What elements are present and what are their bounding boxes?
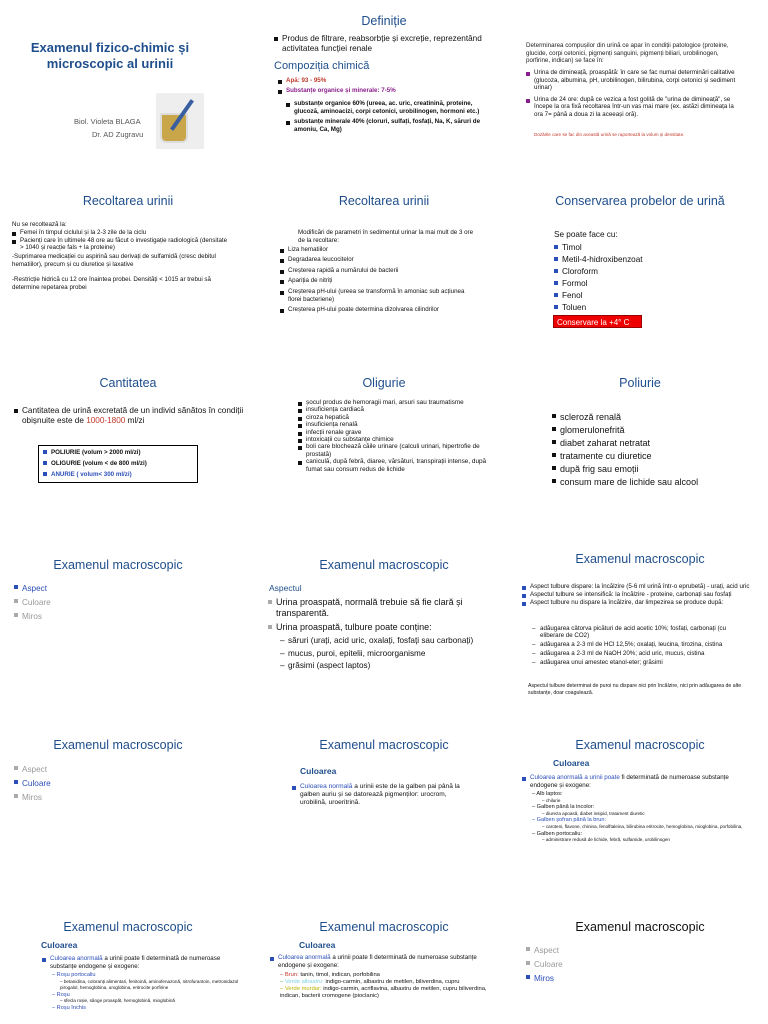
slide-heading: Examenul macroscopic [575,738,705,752]
slide-macro-2 [0,728,256,910]
modificare-item: Creșterea rapidă a numărului de bacterii [280,267,476,275]
tulbure-detail: – adăugarea a 2-3 ml de HCl 12,5%; oxalați, leucina, tirozina, cistina [532,641,746,648]
oligurie-item: insuficiența renală [298,421,498,428]
slide-heading: Examenul macroscopic [63,920,193,934]
author-1: Biol. Violeta BLAGA [74,117,141,126]
substances-item: Substanțe organice și minerale: 7-5% [278,87,488,95]
slide-cantitatea [0,364,256,546]
slide-macro-culoare [256,728,512,910]
conservare-intro: Se poate face cu: [554,230,618,239]
color-detail: – chilurie [542,797,561,803]
slide-oligurie [256,364,512,546]
slide-heading: Poliurie [619,376,661,390]
color-item: – Roșu [52,991,70,998]
slide-heading: Examenul macroscopic [575,920,705,934]
conservant-item: Timol [554,242,643,254]
slide-heading: Recoltarea urinii [82,194,174,208]
color-detail: – betanidina, coloranți alimentari, fenitoină, aminofenazonă, nitrofurantoin, metronidazol pirogalol, hemoglobina, uroglobina, eritrocite porfirine [60,978,239,991]
culoare-anormala-text: Culoarea anormală a urinii poate fi determinată de numeroase substanțe endogene și exogene: [42,955,242,970]
slide-recoltare-2 [256,182,512,364]
oligurie-item: boli care blochează căile urinare (calculi urinari, hipertrofie de prostată) [298,443,498,458]
oligurie-item: infecții renale grave [298,429,498,436]
organic-item: substanțe organice 60% (ureea, ac. uric, creatinină, proteine, glucoză, aminoacizi, corpi cetonici, urobilinogen, hormoni etc.) [286,100,486,115]
presentation-title: Examenul fizico-chimic și microscopic al urinii [30,40,190,71]
slide-macro-tulbure [512,546,768,728]
recoltare-intro: Modificări de parametri în sedimentul urinar la mai mult de 3 ore de la recoltare: [298,229,474,244]
section-subtitle: Culoarea [41,940,78,950]
recoltare-item: Femei în timpul ciclului și la 2-3 zile de la ciclu [12,229,232,237]
slide-macro-culoare-rosu [0,910,256,1024]
oligurie-item: șocul produs de hemoragii mari, arsuri sau traumatisme [298,399,498,406]
tulbure-item: Aspect tulbure dispare: la încălzire (5-6 ml urină într-o eprubetă) - urați, acid uric [522,583,754,590]
slide-macro-culoare-anormala [512,728,768,910]
modificare-item: Liza hematiilor [280,246,476,254]
mineral-item: substanțe minerale 40% (cloruri, sulfați, fosfați, Na, K, săruri de amoniu, Ca, Mg) [286,118,486,133]
slide-heading: Examenul macroscopic [319,738,449,752]
slide-macro-aspect [256,546,512,728]
macro-item-miros: Miros [14,610,51,624]
color-detail: – administrare redusă de lichide, febră, sulfamide, urobilinogen [542,837,670,843]
slide-macro-1 [0,546,256,728]
poliurie-item: scleroză renală [552,411,698,424]
conservant-item: Formol [554,278,643,290]
recoltare-intro: Nu se recoltează la: [12,221,67,228]
color-detail: – sfecla roșie, sânge proaspăt, hemoglobină, mioglobină [60,998,175,1004]
color-item: – Galben portocaliu: [532,830,583,837]
color-item: – Roșu portocaliu [52,972,96,978]
aspect-detail: – săruri (urați, acid uric, oxalați, fosfați sau carbonați) [280,636,480,646]
recoltare-extra-2: -Restricție hidrică cu 12 ore înaintea probei. Densități < 1015 ar trebui să determine repetarea probei [12,276,211,291]
color-detail: – diureza apoasă, diabet insipid, tratament diuretic [542,810,645,816]
section-subtitle: Culoarea [299,940,336,950]
color-detail: – caroteni, flavone, chinina, fenolftaleina, bilirubina eritrocite, hemoglobina, mioglobina, porfobilina, [542,823,743,829]
culoare-anormala-text: Culoarea anormală a urinii poate fi determinată de numeroase substanțe endogene și exogene: [270,954,490,969]
slide-heading: Examenul macroscopic [53,558,183,572]
poliurie-item: după frig sau emoții [552,463,698,476]
color-item: – Verde murdar: indigo-carmin, acriflavina, albastru de metilen, cupru biliverdina, indican, bacterii cromogene (pioclanic) [280,986,487,999]
section-subtitle: Aspectul [269,583,302,593]
slide-title [0,0,256,182]
slide-heading: Oligurie [362,376,406,390]
color-item: – Roșu închis [52,1004,86,1011]
macro-item-aspect: Aspect [14,763,51,777]
recoltare-extra-1: -Suprimarea medicației cu aspirină sau derivați de sulfamidă (cresc debitul hematiilor), precum și cu diuretice și laxative [12,253,216,268]
aspect-detail: – grăsimi (aspect laptos) [280,661,480,671]
section-subtitle: Culoarea [553,758,590,768]
macro-item-miros: Miros [14,791,51,805]
color-item: – Brun: tanin, timol, indican, porfobilina [280,972,380,978]
slide-heading: Cantitatea [99,376,157,390]
oligurie-item: intoxicații cu substanțe chimice [298,436,498,443]
modificare-item: Degradarea leucocitelor [280,256,476,264]
urine-24h-item: Urina de 24 ore: după ce vezica a fost golită de "urina de dimineață", se începe la ora fixă recoltarea într-un vas mai mare (ex. astăzi dimineața la ora 7= până a doua zi la aceeași oră). [526,96,738,119]
slide-heading: Examenul macroscopic [319,920,449,934]
slide-definitie [256,0,512,182]
conservant-item: Toluen [554,302,643,314]
slide-heading: Recoltarea urinii [338,194,430,208]
section-subtitle: Culoarea [300,766,337,776]
morning-urine-item: Urina de dimineață, proaspătă: în care se fac numai determinări calitative (glucoza, albumina, pH, urobilinogen, bilirubina, corpi cetonici și sediment urinar) [526,69,738,92]
slide-heading: Definiție [361,14,407,28]
composition-heading: Compoziția chimică [274,60,370,72]
definition-text: Produs de filtrare, reabsorbție și excreție, reprezentând activitatea funcției renale [274,34,484,54]
macro-item-aspect: Aspect [14,582,51,596]
conservant-item: Cloroform [554,266,643,278]
tulbure-item: Aspect tulbure nu dispare la încălzire, dar limpezirea se produce după: [522,599,754,606]
volume-item: ANURIE ( volum< 300 ml/zi) [43,469,193,480]
macro-item-culoare: Culoare [14,596,51,610]
poliurie-item: diabet zaharat netratat [552,437,698,450]
conservant-item: Fenol [554,290,643,302]
conservant-item: Metil-4-hidroxibenzoat [554,254,643,266]
poliurie-item: consum mare de lichide sau alcool [552,476,698,489]
color-item: – Alb laptos: [532,791,563,797]
volume-item: POLIURIE (volum > 2000 ml/zi) [43,447,193,458]
aspect-item: Urina proaspată, tulbure poate conține: [268,622,488,633]
macro-item-aspect: Aspect [526,944,563,958]
author-2: Dr. AD Zugravu [92,130,144,139]
aspect-detail: – mucus, puroi, epitelii, microorganisme [280,649,480,659]
slide-recoltare-1 [0,182,256,364]
modificare-item: Creșterea pH-ului poate determina dizolvarea cilindrilor [280,306,476,314]
slide-poliurie [512,364,768,546]
slide-heading: Examenul macroscopic [575,552,705,566]
macro-item-miros: Miros [526,972,563,986]
poliurie-item: tratamente cu diuretice [552,450,698,463]
volume-item: OLIGURIE (volum < de 800 ml/zi) [43,458,193,469]
oligurie-item: caniculă, după febră, diaree, vărsături, transpirații intense, după fumat sau consum redus de lichide [298,458,498,473]
aspect-item: Urina proaspată, normală trebuie să fie clară și transparentă. [268,597,488,619]
color-item: – Verde albastru: indigo-carmin, albastru de metilen, biliverdina, cupru [280,979,460,985]
slide-heading: Conservarea probelor de urină [555,194,725,208]
urine-sample-image [156,93,204,149]
tulbure-detail: – adăugarea a 2-3 ml de NaOH 20%; acid uric, mucus, cistina [532,650,746,657]
determinare-note: Dozările care se fac din această urină se raportează la volum și densitate. [534,132,685,137]
slide-heading: Examenul macroscopic [319,558,449,572]
slide-determinare [512,0,768,182]
volume-box [38,445,198,483]
slide-macro-3 [512,910,768,1024]
cantitate-text: Cantitatea de urină excretată de un individ sănătos în condiții obișnuite este de 1000-1800 ml/zi [14,406,244,426]
oligurie-item: ciroza hepatică [298,414,498,421]
modificare-item: Apariția de nitriți [280,277,476,285]
macro-item-culoare: Culoare [526,958,563,972]
culoare-normala-text: Culoarea normală a urinii este de la galben pai până la galben auriu și se datorează pigmenților: urocrom, urobilină, uroeritrină. [292,783,472,807]
tulbure-detail: – adăugarea unui amestec etanol-eter; grăsimi [532,659,746,666]
modificare-item: Creșterea pH-ului (ureea se transformă în amoniac sub acțiunea florei bacteriene) [280,288,476,305]
poliurie-item: glomerulonefrită [552,424,698,437]
macro-item-culoare: Culoare [14,777,51,791]
color-item: – Galben până la incolor: [532,804,595,811]
conservare-box: Conservare la +4° C [553,315,642,328]
recoltare-item: Pacienți care în ultimele 48 ore au făcut o investigație radiologică (densitate > 1040 și reacție fals + la proteine) [12,237,232,252]
tulbure-item: Aspectul tulbure se intensifică: la încălzire - proteine, carbonați sau fosfați [522,591,754,598]
oligurie-item: insuficiența cardiacă [298,406,498,413]
tulbure-note: Aspectul tulbure determinat de puroi nu dispare nici prin încălzire, nici prin adăugarea de alte substanțe, doar coagulează. [528,683,742,696]
slide-macro-culoare-brun [256,910,512,1024]
slide-conservare [512,182,768,364]
color-item: – Galben șofran până la brun: [532,817,607,824]
water-item: Apă: 93 - 95% [278,77,488,85]
determinare-intro: Determinarea compușilor din urină ce apar în condiții patologice (proteine, glucide, corpi cetonici, pigmenți sanguini, pigmenți biliari, urobilinogen, porfirine, indican) se face în: [526,42,729,65]
slide-heading: Examenul macroscopic [53,738,183,752]
tulbure-detail: – adăugarea câtorva picături de acid acetic 10%; fosfați, carbonați (cu eliberare de CO2) [532,625,746,639]
culoare-anormala-text: Culoarea anormală a urinii poate fi determinată de numeroase substanțe endogene și exogene: [522,774,752,789]
